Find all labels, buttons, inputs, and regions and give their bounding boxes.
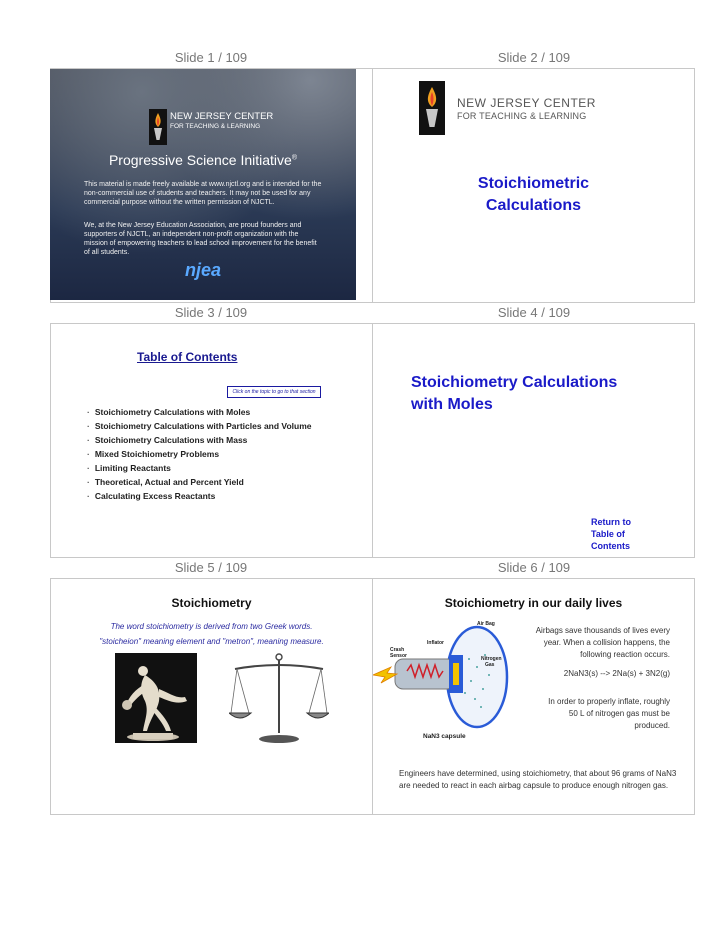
toc-item-excess[interactable]: · Calculating Excess Reactants (87, 489, 312, 503)
slide-6[interactable] (373, 579, 694, 814)
slide-3-caption: Slide 3 / 109 (174, 305, 248, 320)
logo-text (170, 112, 273, 132)
title-line-1: Stoichiometric (477, 175, 590, 192)
slide-5[interactable] (51, 579, 372, 814)
section-title (411, 372, 617, 416)
toc-item-particles-volume[interactable]: · Stoichiometry Calculations with Particles and Volume (87, 419, 312, 433)
etymology-line-1: The word stoichiometry is derived from two Greek words. (110, 622, 313, 631)
label-crash-sensor (390, 647, 407, 659)
logo-line-1: NEW JERSEY CENTER (170, 111, 274, 122)
inflation-line-2: 50 L of nitrogen gas must be (568, 709, 670, 718)
psi-title-text: Progressive Science Initiative (108, 152, 292, 168)
title-line-2: Calculations (485, 197, 582, 214)
reaction-equation: 2NaN3(s) --> 2Na(s) + 3N2(g) (563, 669, 670, 678)
inflation-text (503, 696, 670, 732)
label-nitrogen-gas (481, 656, 502, 668)
discobolus-image (115, 653, 197, 743)
toc-heading: Table of Contents (137, 350, 238, 364)
label-inflator: Inflator (427, 640, 444, 646)
njctl-torch-logo (419, 81, 445, 135)
inflation-line-1: In order to properly inflate, roughly (548, 697, 670, 706)
label-air-bag: Air Bag (477, 621, 495, 627)
njea-paragraph: We, at the New Jersey Education Association, are proud founders and supporters of NJCTL, an independent non-profit organization with the mission of empowering teachers to lead school improvement for the benefit of all students. (84, 222, 317, 256)
njea-logo: njea (184, 260, 222, 280)
label-nitrogen: Nitrogen (481, 656, 502, 662)
label-nan3-capsule: NaN3 capsule (423, 733, 466, 740)
inflation-line-3: produced. (634, 721, 670, 730)
intro-line-1: Airbags save thousands of lives every (535, 626, 670, 635)
registered-mark: ® (291, 154, 298, 162)
title-line-1: Stoichiometry Calculations (411, 374, 618, 391)
slide-2-caption: Slide 2 / 109 (497, 50, 571, 65)
slide-4-caption: Slide 4 / 109 (497, 305, 571, 320)
balance-scale-image (229, 651, 329, 745)
logo-line-2: FOR TEACHING & LEARNING (457, 111, 587, 121)
title-line-2: with Moles (411, 396, 493, 413)
license-paragraph: This material is made freely available at www.njctl.org and is intended for the non-commercial use of students and teachers. It may not be used for any commercial purpose without the written permission of NJCTL. (84, 181, 322, 206)
slide-title (373, 173, 694, 217)
toc-hint: Click on the topic to go to that section (227, 386, 321, 398)
airbag-intro-text (503, 625, 670, 661)
toc-list (87, 405, 312, 503)
toc-item-yield[interactable]: · Theoretical, Actual and Percent Yield (87, 475, 312, 489)
label-crash: Crash (390, 647, 405, 653)
slide-4[interactable] (373, 324, 694, 557)
label-gas: Gas (485, 662, 495, 668)
slide-2[interactable] (373, 69, 694, 302)
etymology-line-2: "stoicheion" meaning element and "metron", meaning measure. (99, 637, 324, 646)
intro-line-2: year. When a collision happens, the (543, 638, 670, 647)
njctl-torch-logo (149, 109, 167, 145)
logo-line-1: NEW JERSEY CENTER (457, 96, 596, 110)
psi-title (50, 152, 356, 168)
slide-1[interactable] (50, 69, 356, 300)
slide-1-caption: Slide 1 / 109 (174, 50, 248, 65)
toc-item-moles[interactable]: · Stoichiometry Calculations with Moles (87, 405, 312, 419)
logo-text (457, 97, 596, 123)
engineers-paragraph: Engineers have determined, using stoichiometry, that about 96 grams of NaN3 are needed to react in each airbag capsule to produce enough nitrogen gas. (399, 769, 677, 790)
airbag-diagram (373, 619, 513, 737)
slide-title: Stoichiometry in our daily lives (444, 596, 623, 610)
toc-item-mixed[interactable]: · Mixed Stoichiometry Problems (87, 447, 312, 461)
toc-item-limiting[interactable]: · Limiting Reactants (87, 461, 312, 475)
slide-6-caption: Slide 6 / 109 (497, 560, 571, 575)
return-line-2: Table of (591, 529, 625, 539)
return-line-3: Contents (591, 541, 630, 551)
return-line-1: Return to (591, 517, 631, 527)
intro-line-3: following reaction occurs. (580, 650, 670, 659)
toc-item-mass[interactable]: · Stoichiometry Calculations with Mass (87, 433, 312, 447)
return-to-toc-link[interactable] (591, 516, 631, 552)
slide-3[interactable] (51, 324, 372, 557)
slide-title: Stoichiometry (171, 596, 252, 610)
label-sensor: Sensor (390, 653, 407, 659)
slide-5-caption: Slide 5 / 109 (174, 560, 248, 575)
logo-line-2: FOR TEACHING & LEARNING (170, 123, 261, 130)
